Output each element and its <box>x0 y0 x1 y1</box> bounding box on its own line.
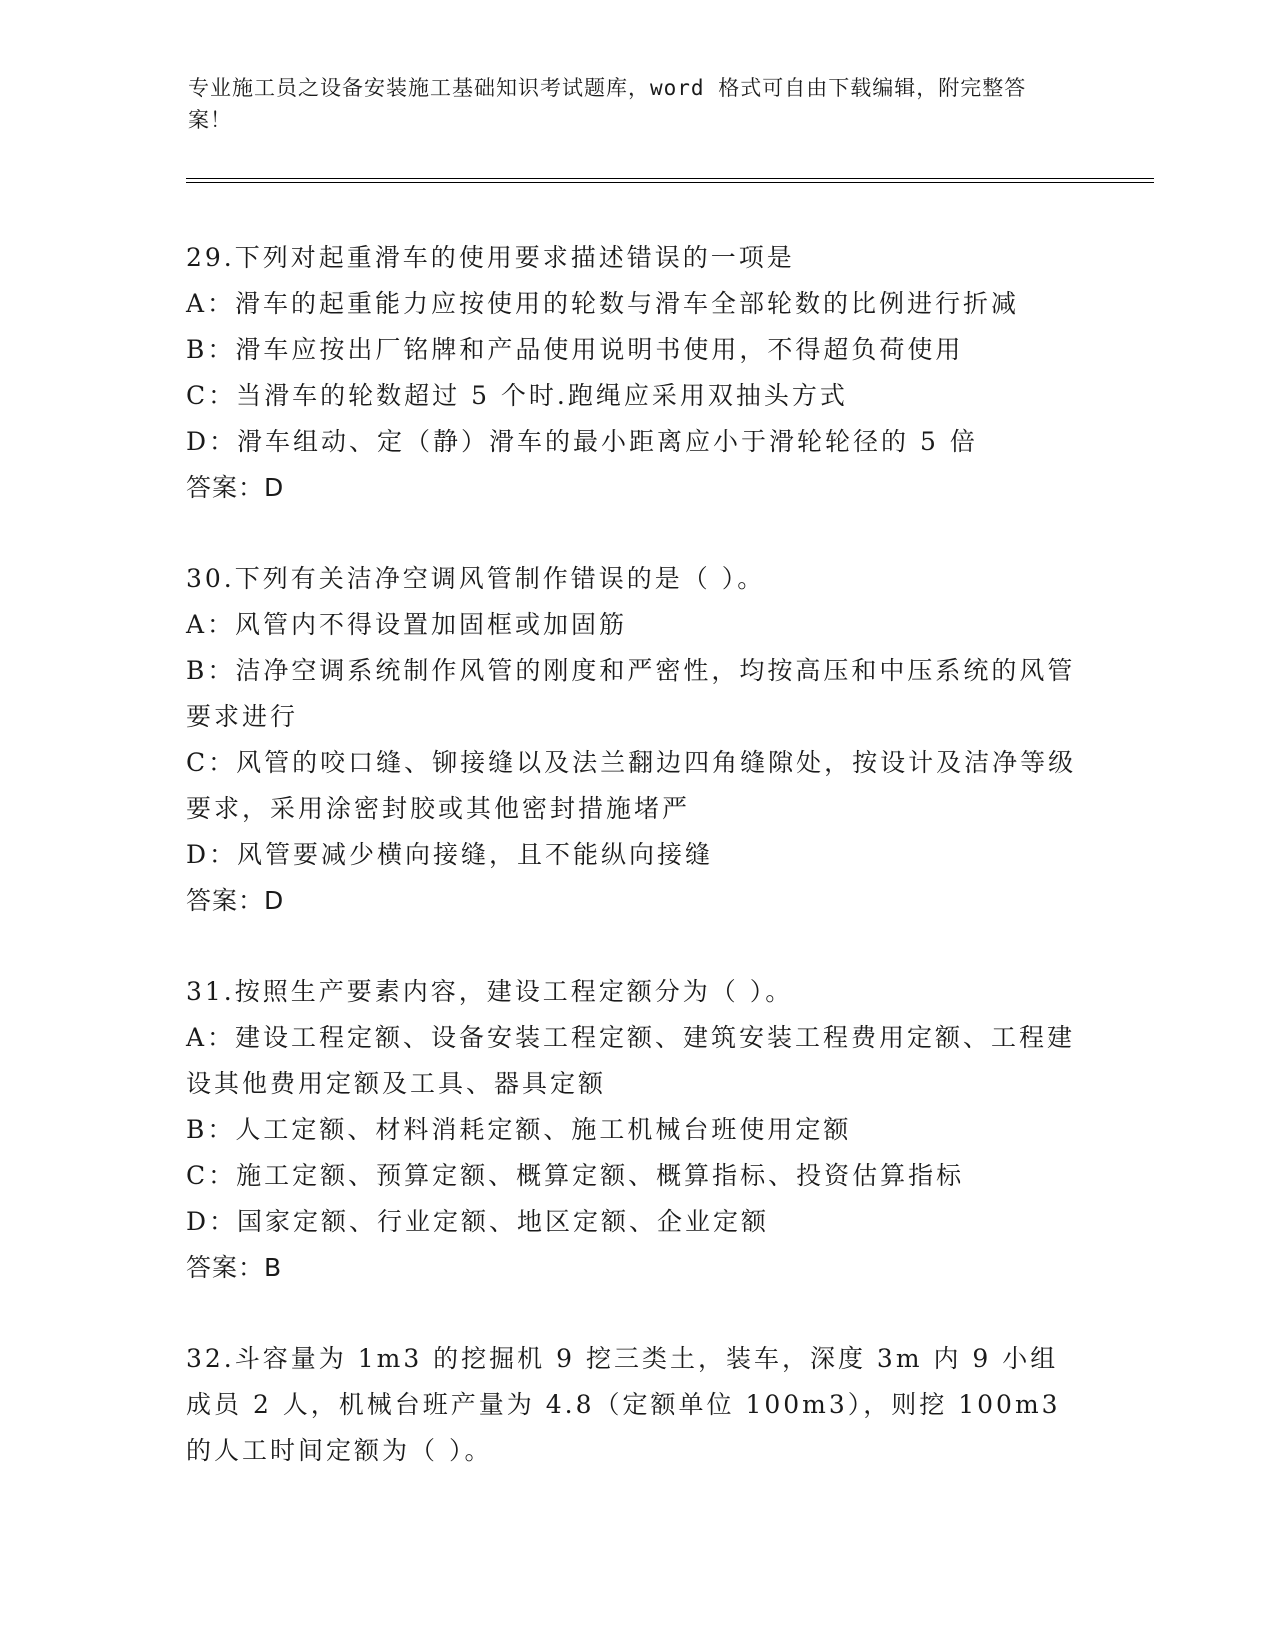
question-stem: 32.斗容量为 1m3 的挖掘机 9 挖三类土，装车，深度 3m 内 9 小组成员 2 人，机械台班产量为 4.8（定额单位 100m3），则挖 100m3 的人工时间定额为（ ）。 <box>186 1344 1061 1465</box>
option-d: D：国家定额、行业定额、地区定额、企业定额 <box>186 1207 770 1236</box>
option-d: D：滑车组动、定（静）滑车的最小距离应小于滑轮轮径的 5 倍 <box>186 427 978 456</box>
question-stem: 29.下列对起重滑车的使用要求描述错误的一项是 <box>186 243 795 272</box>
option-b: B：洁净空调系统制作风管的刚度和严密性，均按高压和中压系统的风管要求进行 <box>186 656 1076 731</box>
question-30 <box>186 556 1086 924</box>
option-c: C：风管的咬口缝、铆接缝以及法兰翻边四角缝隙处，按设计及洁净等级要求，采用涂密封胶或其他密封措施堵严 <box>186 748 1077 823</box>
option-a: A：滑车的起重能力应按使用的轮数与滑车全部轮数的比例进行折减 <box>186 289 1020 318</box>
question-31 <box>186 969 1086 1291</box>
option-b: B：人工定额、材料消耗定额、施工机械台班使用定额 <box>186 1115 852 1144</box>
question-32 <box>186 1336 1086 1474</box>
option-d: D：风管要减少横向接缝，且不能纵向接缝 <box>186 840 714 869</box>
document-header: 专业施工员之设备安装施工基础知识考试题库，word 格式可自由下载编辑，附完整答案！ <box>188 76 1027 132</box>
answer-label: 答案：D <box>186 473 285 502</box>
answer-label: 答案：B <box>186 1253 283 1282</box>
question-stem: 30.下列有关洁净空调风管制作错误的是（ ）。 <box>186 564 766 593</box>
option-c: C：施工定额、预算定额、概算定额、概算指标、投资估算指标 <box>186 1161 965 1190</box>
option-a: A：建设工程定额、设备安装工程定额、建筑安装工程费用定额、工程建设其他费用定额及工具、器具定额 <box>186 1023 1076 1098</box>
option-a: A：风管内不得设置加固框或加固筋 <box>186 610 628 639</box>
header-rule-bottom <box>186 182 1154 183</box>
answer-label: 答案：D <box>186 886 285 915</box>
header-rule-top <box>186 178 1154 179</box>
option-b: B：滑车应按出厂铭牌和产品使用说明书使用，不得超负荷使用 <box>186 335 964 364</box>
option-c: C：当滑车的轮数超过 5 个时.跑绳应采用双抽头方式 <box>186 381 848 410</box>
question-list <box>186 235 1086 1519</box>
question-stem: 31.按照生产要素内容，建设工程定额分为（ ）。 <box>186 977 794 1006</box>
question-29 <box>186 235 1086 511</box>
